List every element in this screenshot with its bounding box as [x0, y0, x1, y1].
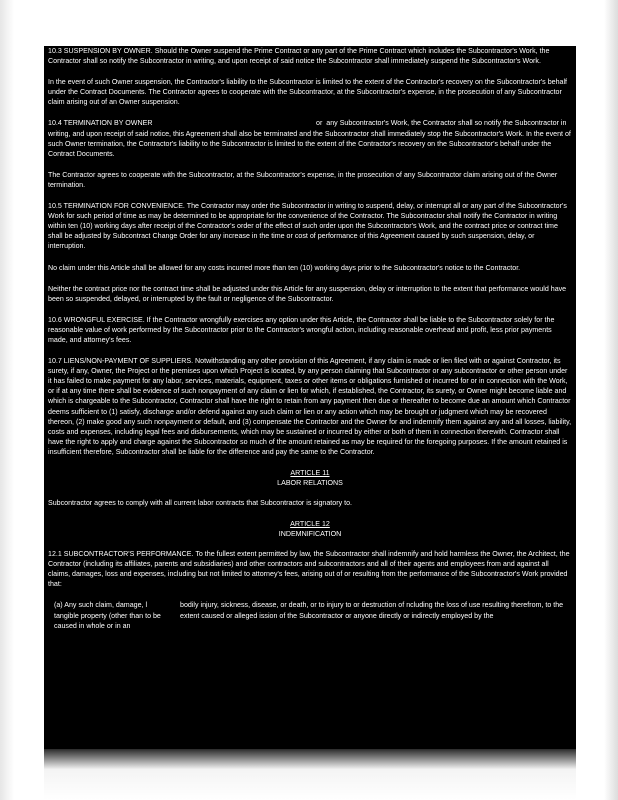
section-10-5-paragraph-2: No claim under this Article shall be allowed for any costs incurred more than ten (10) working days prior to the Subcontractor's notice to the Contractor. [48, 263, 521, 272]
section-10-5-paragraph-1: 10.5 TERMINATION FOR CONVENIENCE. The Contractor may order the Subcontractor in writing to suspend, delay, or interrupt all or any part of the Subcontractor's Work for such period of time as may be determined to be appropriate for the convenience of the Contractor. The Subcontractor shall notify the Contractor in writing within ten (10) working days after receipt of the Contractor's order of the effect of such order upon the Subcontractor's Work, and the contract price or contract time shall be adjusted by Subcontract Change Order for any increase in the time or cost of performance of this Agreement caused by such suspension, delay, or interruption. [48, 202, 567, 251]
inverted-scan-text-area [44, 46, 576, 749]
section-10-7-paragraph-1: 10.7 LIENS/NON-PAYMENT OF SUPPLIERS. Notwithstanding any other provision of this Agreement, if any claim is made or lien filed with or against Contractor, its surety, if any, Owner, the Project or the premises upon which Project is located, by any person claiming that Subcontractor or any subcontractor or other person under it has failed to make payment for any labor, services, materials, equipment, taxes or other items or obligations furnished or incurred for or in connection with the Work, or if at any time there shall be evidence of such nonpayment of any claim or lien for which, if established, the Contractor, its surety, or Owner might become liable and which is chargeable to the Subcontractor, Contractor shall have the right to retain from any payment then due or thereafter to become due an amount which Contractor deems sufficient to (1) satisfy, discharge and/or defend against any such claim or lien or any action which may be brought or judgment which may be recovered thereon, (2) make good any such nonpayment or default, and (3) compensate the Contractor and the Owner for and indemnify them against any and all losses, liability, costs and expenses, including legal fees and disbursements, which may be sustained or incurred by either or both of them in connection therewith. Contractor shall have the right to apply and charge against the Subcontractor so much of the amount retained as may be required for the foregoing purposes. If the amount retained is insufficient therefore, Subcontractor shall be liable for the difference and pay the same to the Contractor. [48, 357, 572, 456]
article-12-body: 12.1 SUBCONTRACTOR'S PERFORMANCE. To the fullest extent permitted by law, the Subcontractor shall indemnify and hold harmless the Owner, the Architect, the Contractor (including its affiliates, parents and subsidiaries) and other contractors and subcontractors and all of their agents and employees from and against all claims, damages, loss and expenses, including but not limited to attorney's fees, arising out of or resulting from the performance of the Subcontractor's Work provided that: [48, 550, 570, 589]
section-10-6-paragraph-1: 10.6 WRONGFUL EXERCISE. If the Contractor wrongfully exercises any option under this Article, the Contractor shall be liable to the Subcontractor solely for the reasonable value of work performed by the Subcontractor prior to the Contractor's wrongful action, including reasonable overhead and profit, less prior payments made, and attorney's fees. [48, 315, 555, 344]
section-10-3-paragraph-1: 10.3 SUSPENSION BY OWNER. Should the Owner suspend the Prime Contract or any part of the Prime Contract which includes the Subcontractor's Work, the Contractor shall so notify the Subcontractor in writing, and upon receipt of said notice the Subcontractor shall immediately suspend the Subcontractor's Work. [48, 47, 550, 66]
article-11-heading [48, 468, 572, 488]
scan-bottom-fade [44, 749, 576, 800]
scan-edge-left [0, 0, 14, 800]
article-12-title: INDEMNIFICATION [278, 530, 342, 539]
scan-edge-right [604, 0, 618, 800]
section-10-4-paragraph-1: 10.4 TERMINATION BY OWNER or any Subcontractor's Work, the Contractor shall so notify the Subcontractor in writing, and upon receipt of said notice, this Agreement shall also be terminated and the Subcontractor shall immediately stop the Subcontractor's Work. In the event of such Owner termination, the Contractor's liability to the Subcontractor is limited to the extent of the Contractor's recovery on the Subcontractor's behalf under the Contract Documents. [48, 119, 573, 158]
article-11-number: ARTICLE 11 [290, 469, 330, 477]
article-12-heading [48, 519, 572, 539]
section-10-4-paragraph-2: The Contractor agrees to cooperate with the Subcontractor, at the Subcontractor's expense, in the prosecution of any Subcontractor claim arising out of the Owner termination. [48, 170, 558, 189]
clause-a-left-column: (a) Any such claim, damage, l tangible property (other than to be caused in whole or in an [54, 601, 161, 630]
article-12-number: ARTICLE 12 [290, 520, 330, 529]
section-10-5-paragraph-3: Neither the contract price nor the contract time shall be adjusted under this Article for any suspension, delay or interruption to the extent that performance would have been so suspended, delayed, or interrupted by the fault or negligence of the Subcontractor. [48, 284, 567, 303]
clause-a-right-column: bodily injury, sickness, disease, or death, or to injury to or destruction of ncluding the loss of use resulting therefrom, to the extent caused or alleged ission of the Subcontractor or anyone directly or indirectly employed by the [180, 601, 564, 620]
section-10-3-paragraph-2: In the event of such Owner suspension, the Contractor's liability to the Subcontractor is limited to the extent of the Contractor's recovery on the Subcontractor's behalf under the Contract Documents. The Contractor agrees to cooperate with the Subcontractor, at the Subcontractor's expense, in the prosecution of any Subcontractor claim arising out of an Owner suspension. [48, 78, 568, 107]
article-11-title: LABOR RELATIONS [277, 479, 343, 487]
article-12-split-clause [48, 600, 572, 630]
article-11-body: Subcontractor agrees to comply with all current labor contracts that Subcontractor is signatory to. [48, 499, 352, 507]
